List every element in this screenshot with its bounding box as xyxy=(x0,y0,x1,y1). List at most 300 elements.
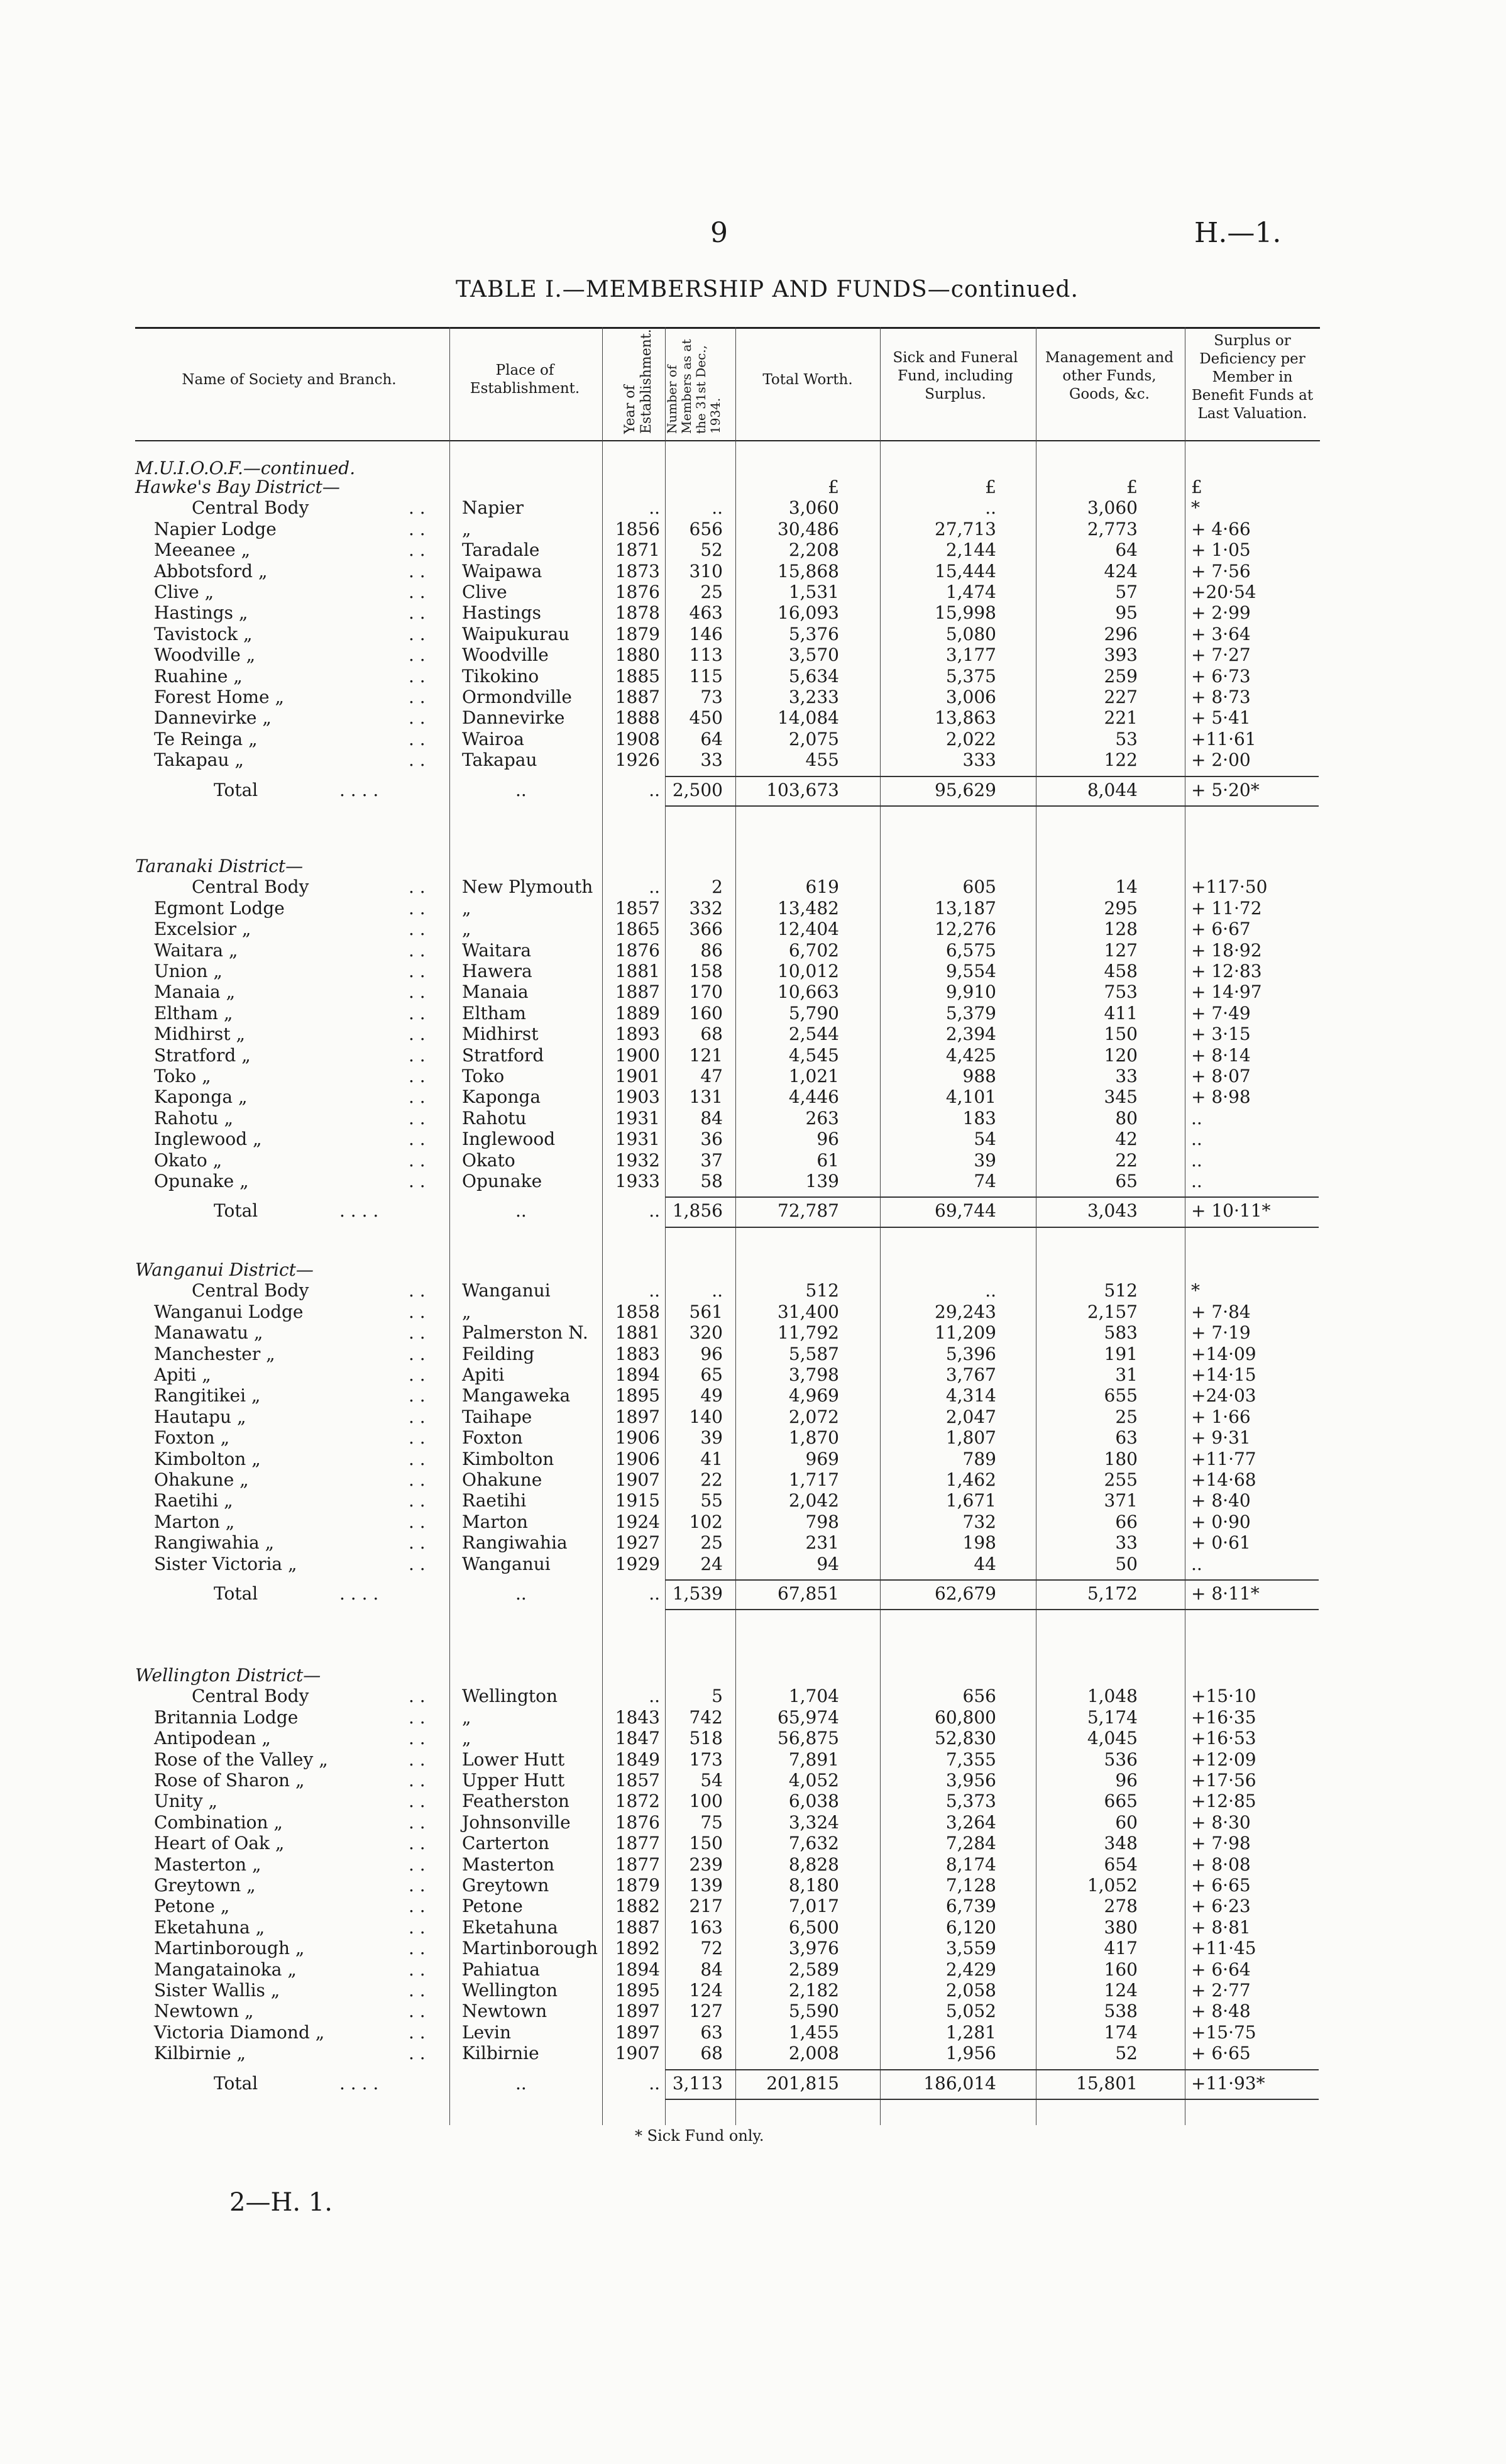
members-cell: 158 xyxy=(689,961,723,981)
mgmt-cell: 371 xyxy=(1104,1490,1138,1511)
sick-cell: 2,058 xyxy=(945,1980,996,2001)
leader-dots: . . xyxy=(409,1896,426,1917)
place-cell: Stratford xyxy=(462,1044,544,1066)
branch-name: Tavistock „ xyxy=(154,623,253,644)
mgmt-cell: 33 xyxy=(1115,1532,1138,1554)
mgmt-cell: 278 xyxy=(1104,1896,1138,1917)
branch-name: Central Body xyxy=(192,497,309,519)
worth-cell: 13,482 xyxy=(778,897,839,919)
year-cell: 1889 xyxy=(615,1002,660,1024)
header-members: Number of Members as at the 31st Dec., 1934. xyxy=(664,339,723,434)
mgmt-cell: 458 xyxy=(1104,961,1138,981)
mgmt-cell: 96 xyxy=(1115,1770,1138,1791)
worth-cell: 3,976 xyxy=(788,1938,839,1959)
place-cell: Johnsonville xyxy=(462,1811,571,1833)
year-cell: 1933 xyxy=(615,1171,660,1191)
branch-name: Rose of the Valley „ xyxy=(154,1749,328,1770)
worth-cell: 10,012 xyxy=(778,961,839,981)
place-cell: Mangaweka xyxy=(462,1385,571,1406)
place-cell: Dannevirke xyxy=(462,707,565,729)
mgmt-cell: 5,174 xyxy=(1087,1706,1138,1728)
worth-cell: 3,233 xyxy=(788,687,839,707)
worth-cell: 6,038 xyxy=(788,1791,839,1812)
header-year: Year of Establishment. xyxy=(622,329,654,434)
leader-dots: . . xyxy=(409,1811,426,1833)
branch-name: Manawatu „ xyxy=(154,1322,263,1344)
mgmt-cell: 348 xyxy=(1104,1833,1138,1854)
members-cell: 146 xyxy=(689,623,723,644)
sick-cell: 1,474 xyxy=(945,582,996,602)
sick-cell: 5,396 xyxy=(945,1343,996,1364)
branch-name: Foxton „ xyxy=(154,1427,230,1449)
year-cell: 1931 xyxy=(615,1107,660,1129)
sick-cell: 8,174 xyxy=(945,1854,996,1875)
place-cell: Hawera xyxy=(462,961,532,981)
branch-name: Rose of Sharon „ xyxy=(154,1770,305,1791)
surplus-cell: .. xyxy=(1191,1107,1202,1129)
worth-cell: 3,570 xyxy=(788,644,839,666)
leader-dots: . . xyxy=(409,582,426,602)
place-cell: Newtown xyxy=(462,2001,547,2022)
leader-dots: . . xyxy=(409,665,426,687)
worth-cell: 455 xyxy=(805,749,839,771)
leader-dots: . . xyxy=(409,539,426,561)
sick-cell: 789 xyxy=(962,1448,996,1469)
members-cell: 25 xyxy=(700,582,723,602)
leader-dots: . . xyxy=(409,1938,426,1959)
place-cell: Petone xyxy=(462,1896,523,1917)
district-heading: Taranaki District— xyxy=(135,856,304,876)
branch-name: Newtown „ xyxy=(154,2001,254,2022)
place-cell: „ xyxy=(462,518,471,539)
sick-cell: 333 xyxy=(962,749,996,771)
surplus-cell: +14·09 xyxy=(1191,1343,1256,1364)
mgmt-cell: 122 xyxy=(1104,749,1138,771)
leader-dots: . . xyxy=(409,623,426,644)
mgmt-cell: 512 xyxy=(1104,1280,1138,1301)
place-cell: Manaia xyxy=(462,981,529,1003)
sick-cell: 54 xyxy=(974,1129,996,1150)
year-cell: 1893 xyxy=(615,1024,660,1045)
total-place: .. xyxy=(515,1200,527,1222)
worth-cell: 4,545 xyxy=(788,1044,839,1066)
sick-cell: 52,830 xyxy=(935,1728,996,1749)
leader-dots: . . . . xyxy=(339,779,379,800)
year-cell: 1857 xyxy=(615,1770,660,1791)
place-cell: „ xyxy=(462,1728,471,1749)
mgmt-cell: 380 xyxy=(1104,1916,1138,1938)
currency-symbol: £ xyxy=(1191,477,1202,497)
members-cell: 47 xyxy=(700,1066,723,1086)
members-cell: 54 xyxy=(700,1770,723,1791)
total-place: .. xyxy=(515,779,527,800)
branch-name: Kaponga „ xyxy=(154,1086,248,1108)
members-cell: 332 xyxy=(689,897,723,919)
branch-name: Meeanee „ xyxy=(154,539,251,561)
total-rule xyxy=(665,1196,1319,1198)
sick-cell: 11,209 xyxy=(935,1322,996,1344)
mgmt-cell: 1,052 xyxy=(1087,1875,1138,1896)
sick-cell: 3,264 xyxy=(945,1811,996,1833)
year-cell: 1887 xyxy=(615,1916,660,1938)
surplus-cell: + 2·77 xyxy=(1191,1980,1251,2001)
leader-dots: . . xyxy=(409,1916,426,1938)
leader-dots: . . xyxy=(409,1770,426,1791)
branch-name: Apiti „ xyxy=(154,1364,211,1385)
total-value: 69,744 xyxy=(935,1200,996,1222)
mgmt-cell: 655 xyxy=(1104,1385,1138,1406)
branch-name: Petone „ xyxy=(154,1896,230,1917)
year-cell: 1888 xyxy=(615,707,660,729)
year-cell: 1887 xyxy=(615,687,660,707)
mgmt-cell: 583 xyxy=(1104,1322,1138,1344)
members-cell: 22 xyxy=(700,1469,723,1490)
leader-dots: . . xyxy=(409,749,426,771)
year-cell: 1885 xyxy=(615,665,660,687)
surplus-cell: + 11·72 xyxy=(1191,897,1262,919)
leader-dots: . . xyxy=(409,961,426,981)
surplus-cell: .. xyxy=(1191,1553,1202,1574)
total-value: 72,787 xyxy=(778,1200,839,1222)
mgmt-cell: 654 xyxy=(1104,1854,1138,1875)
society-name: M.U.I.O.O.F.—continued. xyxy=(135,458,356,478)
year-cell: 1897 xyxy=(615,2021,660,2043)
surplus-cell: + 8·73 xyxy=(1191,687,1251,707)
surplus-cell: + 8·98 xyxy=(1191,1086,1251,1108)
worth-cell: 231 xyxy=(805,1532,839,1554)
leader-dots: . . . . xyxy=(339,2072,379,2094)
total-label: Total xyxy=(214,1200,258,1222)
leader-dots: . . xyxy=(409,1553,426,1574)
mgmt-cell: 1,048 xyxy=(1087,1686,1138,1707)
worth-cell: 5,590 xyxy=(788,2001,839,2022)
worth-cell: 2,182 xyxy=(788,1980,839,2001)
header-place: Place of Establishment. xyxy=(470,362,580,397)
branch-name: Egmont Lodge xyxy=(154,897,285,919)
members-cell: 52 xyxy=(700,539,723,561)
total-label: Total xyxy=(214,1583,258,1604)
branch-name: Stratford „ xyxy=(154,1044,251,1066)
worth-cell: 3,324 xyxy=(788,1811,839,1833)
sick-cell: 9,554 xyxy=(945,961,996,981)
header-mgmt: Management and other Funds, Goods, &c. xyxy=(1045,350,1174,402)
leader-dots: . . xyxy=(409,2043,426,2064)
leader-dots: . . xyxy=(409,1364,426,1385)
members-cell: 113 xyxy=(689,644,723,666)
place-cell: „ xyxy=(462,919,471,940)
leader-dots: . . xyxy=(409,1706,426,1728)
worth-cell: 512 xyxy=(805,1280,839,1301)
year-cell: 1897 xyxy=(615,2001,660,2022)
place-cell: Greytown xyxy=(462,1875,549,1896)
branch-name: Napier Lodge xyxy=(154,518,277,539)
worth-cell: 7,891 xyxy=(788,1749,839,1770)
sick-cell: 5,080 xyxy=(945,623,996,644)
place-cell: Wellington xyxy=(462,1980,558,2001)
mgmt-cell: 120 xyxy=(1104,1044,1138,1066)
branch-name: Sister Wallis „ xyxy=(154,1980,280,2001)
total-rule xyxy=(665,2069,1319,2070)
sick-cell: 4,314 xyxy=(945,1385,996,1406)
members-cell: 163 xyxy=(689,1916,723,1938)
year-cell: 1847 xyxy=(615,1728,660,1749)
members-cell: 131 xyxy=(689,1086,723,1108)
leader-dots: . . xyxy=(409,1129,426,1150)
worth-cell: 1,704 xyxy=(788,1686,839,1707)
branch-name: Dannevirke „ xyxy=(154,707,272,729)
total-value: 1,539 xyxy=(672,1583,723,1604)
sick-cell: 27,713 xyxy=(935,518,996,539)
surplus-cell: + 8·30 xyxy=(1191,1811,1251,1833)
leader-dots: . . xyxy=(409,1728,426,1749)
members-cell: 86 xyxy=(700,939,723,961)
sick-cell: 2,394 xyxy=(945,1024,996,1045)
surplus-cell: * xyxy=(1191,1280,1200,1301)
surplus-cell: +12·09 xyxy=(1191,1749,1256,1770)
sick-cell: 29,243 xyxy=(935,1301,996,1322)
year-cell: .. xyxy=(649,497,660,519)
sick-cell: 2,429 xyxy=(945,1958,996,1980)
year-cell: 1879 xyxy=(615,1875,660,1896)
worth-cell: 139 xyxy=(805,1171,839,1191)
year-cell: 1897 xyxy=(615,1406,660,1427)
leader-dots: . . xyxy=(409,1107,426,1129)
branch-name: Raetihi „ xyxy=(154,1490,233,1511)
leader-dots: . . xyxy=(409,1002,426,1024)
total-rule xyxy=(665,805,1319,807)
members-cell: .. xyxy=(712,1280,723,1301)
branch-name: Ruahine „ xyxy=(154,665,243,687)
leader-dots: . . xyxy=(409,728,426,749)
mgmt-cell: 665 xyxy=(1104,1791,1138,1812)
mgmt-cell: 174 xyxy=(1104,2021,1138,2043)
worth-cell: 2,544 xyxy=(788,1024,839,1045)
members-cell: 37 xyxy=(700,1149,723,1171)
mgmt-cell: 22 xyxy=(1115,1149,1138,1171)
leader-dots: . . xyxy=(409,1686,426,1707)
mgmt-cell: 14 xyxy=(1115,876,1138,898)
members-cell: 41 xyxy=(700,1448,723,1469)
worth-cell: 619 xyxy=(805,876,839,898)
mgmt-cell: 95 xyxy=(1115,602,1138,624)
place-cell: Martinborough xyxy=(462,1938,598,1959)
place-cell: Takapau xyxy=(462,749,537,771)
members-cell: 366 xyxy=(689,919,723,940)
mgmt-cell: 33 xyxy=(1115,1066,1138,1086)
year-cell: 1882 xyxy=(615,1896,660,1917)
year-cell: 1907 xyxy=(615,1469,660,1490)
year-cell: 1894 xyxy=(615,1364,660,1385)
worth-cell: 5,587 xyxy=(788,1343,839,1364)
leader-dots: . . xyxy=(409,939,426,961)
place-cell: Foxton xyxy=(462,1427,523,1449)
year-cell: 1857 xyxy=(615,897,660,919)
year-cell: 1906 xyxy=(615,1427,660,1449)
members-cell: 115 xyxy=(689,665,723,687)
sick-cell: 3,006 xyxy=(945,687,996,707)
leader-dots: . . xyxy=(409,919,426,940)
surplus-cell: .. xyxy=(1191,1129,1202,1150)
district-heading: Wanganui District— xyxy=(135,1259,314,1280)
place-cell: Napier xyxy=(462,497,524,519)
leader-dots: . . xyxy=(409,518,426,539)
branch-name: Marton „ xyxy=(154,1511,235,1532)
members-cell: 39 xyxy=(700,1427,723,1449)
sick-cell: 732 xyxy=(962,1511,996,1532)
surplus-cell: +16·53 xyxy=(1191,1728,1256,1749)
worth-cell: 1,531 xyxy=(788,582,839,602)
surplus-cell: + 1·66 xyxy=(1191,1406,1251,1427)
leader-dots: . . . . xyxy=(339,1200,379,1222)
branch-name: Te Reinga „ xyxy=(154,728,258,749)
leader-dots: . . xyxy=(409,1833,426,1854)
year-cell: 1849 xyxy=(615,1749,660,1770)
surplus-cell: +16·35 xyxy=(1191,1706,1256,1728)
members-cell: 310 xyxy=(689,560,723,582)
leader-dots: . . xyxy=(409,1532,426,1554)
surplus-cell: + 7·49 xyxy=(1191,1002,1251,1024)
leader-dots: . . xyxy=(409,1448,426,1469)
place-cell: Wanganui xyxy=(462,1280,551,1301)
worth-cell: 12,404 xyxy=(778,919,839,940)
place-cell: Lower Hutt xyxy=(462,1749,565,1770)
total-value: 62,679 xyxy=(935,1583,996,1604)
mgmt-cell: 393 xyxy=(1104,644,1138,666)
place-cell: Kilbirnie xyxy=(462,2043,539,2064)
worth-cell: 7,632 xyxy=(788,1833,839,1854)
surplus-cell: +12·85 xyxy=(1191,1791,1256,1812)
members-cell: 24 xyxy=(700,1553,723,1574)
sick-cell: 3,956 xyxy=(945,1770,996,1791)
place-cell: Rangiwahia xyxy=(462,1532,568,1554)
sick-cell: 5,373 xyxy=(945,1791,996,1812)
leader-dots: . . xyxy=(409,1024,426,1045)
year-cell: 1876 xyxy=(615,1811,660,1833)
branch-name: Greytown „ xyxy=(154,1875,256,1896)
sick-cell: 656 xyxy=(962,1686,996,1707)
year-cell: 1879 xyxy=(615,623,660,644)
surplus-cell: + 6·65 xyxy=(1191,2043,1251,2064)
place-cell: Kimbolton xyxy=(462,1448,554,1469)
branch-name: Eketahuna „ xyxy=(154,1916,265,1938)
sick-cell: 1,462 xyxy=(945,1469,996,1490)
leader-dots: . . xyxy=(409,1490,426,1511)
surplus-cell: +15·75 xyxy=(1191,2021,1256,2043)
branch-name: Mangatainoka „ xyxy=(154,1958,297,1980)
branch-name: Midhirst „ xyxy=(154,1024,245,1045)
worth-cell: 2,589 xyxy=(788,1958,839,1980)
worth-cell: 1,717 xyxy=(788,1469,839,1490)
total-year: .. xyxy=(649,779,660,800)
branch-name: Inglewood „ xyxy=(154,1129,262,1150)
branch-name: Antipodean „ xyxy=(154,1728,271,1749)
members-cell: 320 xyxy=(689,1322,723,1344)
surplus-cell: +24·03 xyxy=(1191,1385,1256,1406)
branch-name: Abbotsford „ xyxy=(154,560,268,582)
year-cell: 1881 xyxy=(615,1322,660,1344)
currency-symbol: £ xyxy=(985,477,996,497)
place-cell: Kaponga xyxy=(462,1086,541,1108)
sick-cell: 7,284 xyxy=(945,1833,996,1854)
members-cell: 150 xyxy=(689,1833,723,1854)
sick-cell: 60,800 xyxy=(935,1706,996,1728)
mgmt-cell: 31 xyxy=(1115,1364,1138,1385)
mgmt-cell: 128 xyxy=(1104,919,1138,940)
sick-cell: 3,767 xyxy=(945,1364,996,1385)
surplus-cell: + 7·98 xyxy=(1191,1833,1251,1854)
year-cell: 1877 xyxy=(615,1854,660,1875)
branch-name: Eltham „ xyxy=(154,1002,233,1024)
surplus-cell: +17·56 xyxy=(1191,1770,1256,1791)
sick-cell: 3,177 xyxy=(945,644,996,666)
members-cell: 742 xyxy=(689,1706,723,1728)
leader-dots: . . xyxy=(409,1171,426,1191)
members-cell: 84 xyxy=(700,1958,723,1980)
year-cell: 1843 xyxy=(615,1706,660,1728)
surplus-cell: +11·45 xyxy=(1191,1938,1256,1959)
year-cell: 1883 xyxy=(615,1343,660,1364)
sick-cell: 605 xyxy=(962,876,996,898)
surplus-cell: + 7·84 xyxy=(1191,1301,1251,1322)
place-cell: Okato xyxy=(462,1149,515,1171)
mgmt-cell: 295 xyxy=(1104,897,1138,919)
place-cell: Eltham xyxy=(462,1002,526,1024)
mgmt-cell: 296 xyxy=(1104,623,1138,644)
surplus-cell: * xyxy=(1191,497,1200,519)
mgmt-cell: 259 xyxy=(1104,665,1138,687)
branch-name: Waitara „ xyxy=(154,939,238,961)
worth-cell: 11,792 xyxy=(778,1322,839,1344)
total-value: 95,629 xyxy=(935,779,996,800)
mgmt-cell: 536 xyxy=(1104,1749,1138,1770)
place-cell: Inglewood xyxy=(462,1129,556,1150)
branch-name: Hastings „ xyxy=(154,602,248,624)
surplus-cell: + 6·73 xyxy=(1191,665,1251,687)
sick-cell: 5,375 xyxy=(945,665,996,687)
total-year: .. xyxy=(649,2072,660,2094)
leader-dots: . . xyxy=(409,1875,426,1896)
surplus-cell: + 8·48 xyxy=(1191,2001,1251,2022)
surplus-cell: +11·77 xyxy=(1191,1448,1256,1469)
members-cell: 68 xyxy=(700,1024,723,1045)
mgmt-cell: 221 xyxy=(1104,707,1138,729)
sick-cell: 74 xyxy=(974,1171,996,1191)
year-cell: 1877 xyxy=(615,1833,660,1854)
members-cell: 170 xyxy=(689,981,723,1003)
sick-cell: 9,910 xyxy=(945,981,996,1003)
total-value: 3,113 xyxy=(672,2072,723,2094)
leader-dots: . . xyxy=(409,560,426,582)
place-cell: Upper Hutt xyxy=(462,1770,565,1791)
total-place: .. xyxy=(515,2072,527,2094)
total-value: 1,856 xyxy=(672,1200,723,1222)
worth-cell: 2,008 xyxy=(788,2043,839,2064)
year-cell: 1887 xyxy=(615,981,660,1003)
worth-cell: 5,634 xyxy=(788,665,839,687)
surplus-cell: + 1·05 xyxy=(1191,539,1251,561)
mgmt-cell: 417 xyxy=(1104,1938,1138,1959)
sick-cell: 6,575 xyxy=(945,939,996,961)
total-value: 67,851 xyxy=(778,1583,839,1604)
total-value: 2,500 xyxy=(672,779,723,800)
worth-cell: 61 xyxy=(816,1149,839,1171)
header-name: Name of Society and Branch. xyxy=(182,372,397,388)
district-heading: Hawke's Bay District— xyxy=(135,477,340,497)
surplus-cell: + 3·64 xyxy=(1191,623,1251,644)
leader-dots: . . xyxy=(409,644,426,666)
members-cell: 561 xyxy=(689,1301,723,1322)
worth-cell: 10,663 xyxy=(778,981,839,1003)
